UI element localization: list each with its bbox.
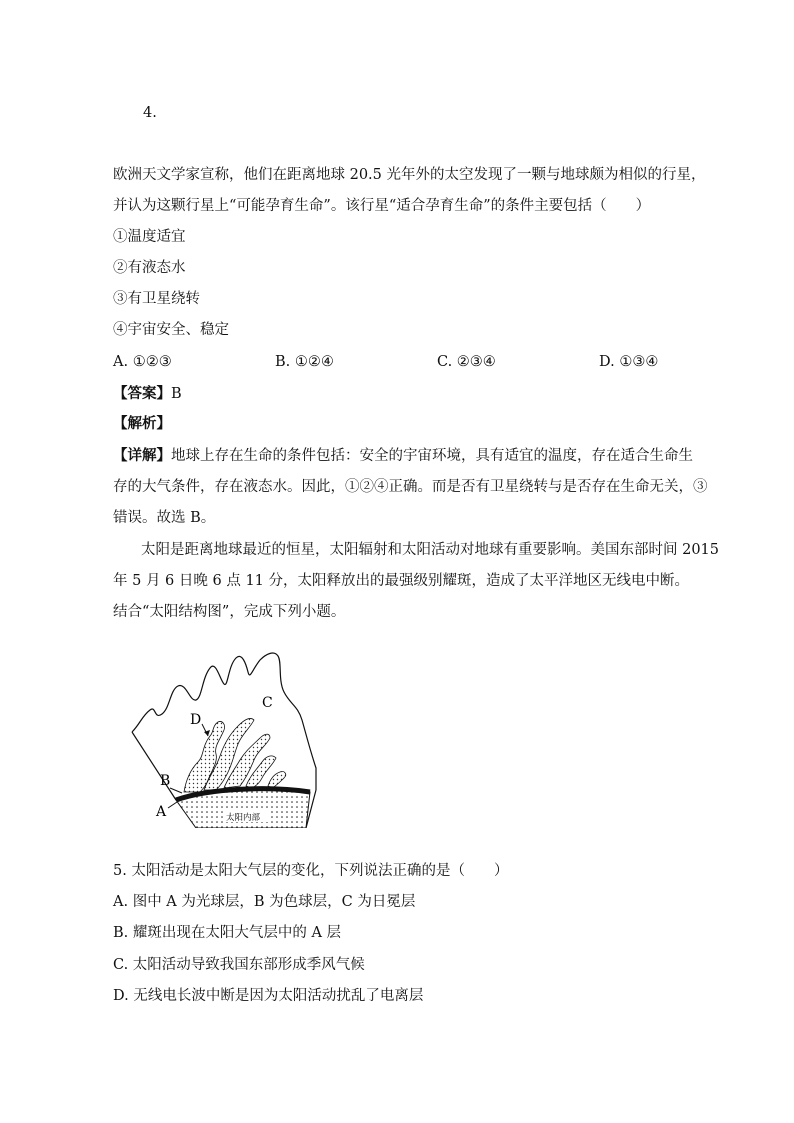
detail-line-2: 存的大气条件，存在液态水。因此，①②④正确。而是否有卫星绕转与是否存在生命无关，③ <box>113 479 708 495</box>
label-a: A <box>156 804 167 820</box>
label-c: C <box>262 695 273 711</box>
answer-tag: 【答案】 <box>113 385 171 402</box>
question-stem-line-2: 并认为这颗行星上“可能孕育生命”。该行星“适合孕育生命”的条件主要包括（ ） <box>113 198 651 214</box>
option-d: D. ①③④ <box>599 354 659 370</box>
detail-line-1 <box>113 446 693 466</box>
label-b: B <box>160 773 171 789</box>
q5-option-c: C. 太阳活动导致我国东部形成季风气候 <box>113 957 365 973</box>
q5-option-b: B. 耀斑出现在太阳大气层中的 A 层 <box>113 925 342 941</box>
detail-line-3: 错误。故选 B。 <box>113 510 216 526</box>
option-a: A. ①②③ <box>113 354 172 370</box>
question-stem-line-1: 欧洲天文学家宣称，他们在距离地球 20.5 光年外的太空发现了一颗与地球颇为相似的行星， <box>113 167 706 183</box>
prominence-shapes <box>184 718 286 792</box>
analysis-tag: 【解析】 <box>113 415 171 432</box>
sun-structure-figure <box>120 650 330 828</box>
label-d: D <box>190 712 202 728</box>
question-5-stem: 5. 太阳活动是太阳大气层的变化，下列说法正确的是（ ） <box>113 863 509 879</box>
q5-option-d: D. 无线电长波中断是因为太阳活动扰乱了电离层 <box>113 988 424 1004</box>
intro-line-1: 太阳是距离地球最近的恒星，太阳辐射和太阳活动对地球有重要影响。美国东部时间 2015 <box>141 542 720 558</box>
question-number: 4. <box>143 105 157 121</box>
item-2: ②有液态水 <box>113 260 186 276</box>
interior-label: 太阳内部 <box>226 813 261 823</box>
option-b: B. ①②④ <box>275 354 334 370</box>
item-4: ④宇宙安全、稳定 <box>113 322 229 338</box>
option-c: C. ②③④ <box>437 354 496 370</box>
intro-line-2: 年 5 月 6 日晚 6 点 11 分，太阳释放出的最强级别耀斑，造成了太平洋地区无线电中断。 <box>113 573 689 589</box>
q5-option-a: A. 图中 A 为光球层，B 为色球层，C 为日冕层 <box>113 894 416 910</box>
detail-tag: 【详解】 <box>113 447 171 464</box>
intro-line-3: 结合“太阳结构图”，完成下列小题。 <box>113 604 346 620</box>
answer-value: B <box>171 386 182 402</box>
detail-text-1: 地球上存在生命的条件包括：安全的宇宙环境，具有适宜的温度，存在适合生命生 <box>171 448 693 464</box>
item-1: ①温度适宜 <box>113 229 186 245</box>
item-3: ③有卫星绕转 <box>113 291 200 307</box>
answer-line <box>113 384 182 404</box>
